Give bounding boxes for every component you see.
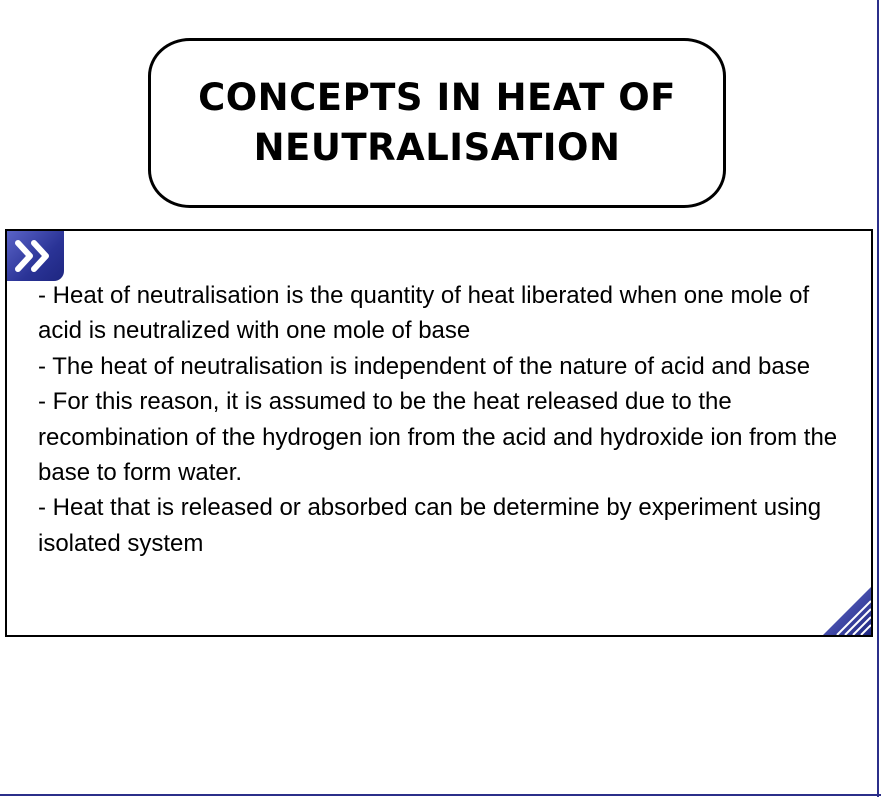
chevron-glyph <box>15 239 55 273</box>
point-3: - For this reason, it is assumed to be the heat released due to the recombination of the hydrogen ion from the acid and hydroxide ion from the base to form water. <box>38 388 838 487</box>
point-1: - Heat of neutralisation is the quantity of heat liberated when one mole of acid is neutralized with one mole of base <box>38 282 810 345</box>
content-text <box>38 278 858 561</box>
slide-title: CONCEPTS IN HEAT OF NEUTRALISATION <box>198 76 676 169</box>
corner-stripes-icon <box>823 587 871 635</box>
point-2: - The heat of neutralisation is independent of the nature of acid and base <box>38 352 811 380</box>
double-chevron-right-icon <box>7 231 64 281</box>
slide-right-edge <box>877 0 879 797</box>
content-box <box>5 229 873 637</box>
point-4: - Heat that is released or absorbed can be determine by experiment using isolated system <box>38 494 822 557</box>
slide-bottom-edge <box>0 794 881 796</box>
title-box <box>148 38 726 208</box>
